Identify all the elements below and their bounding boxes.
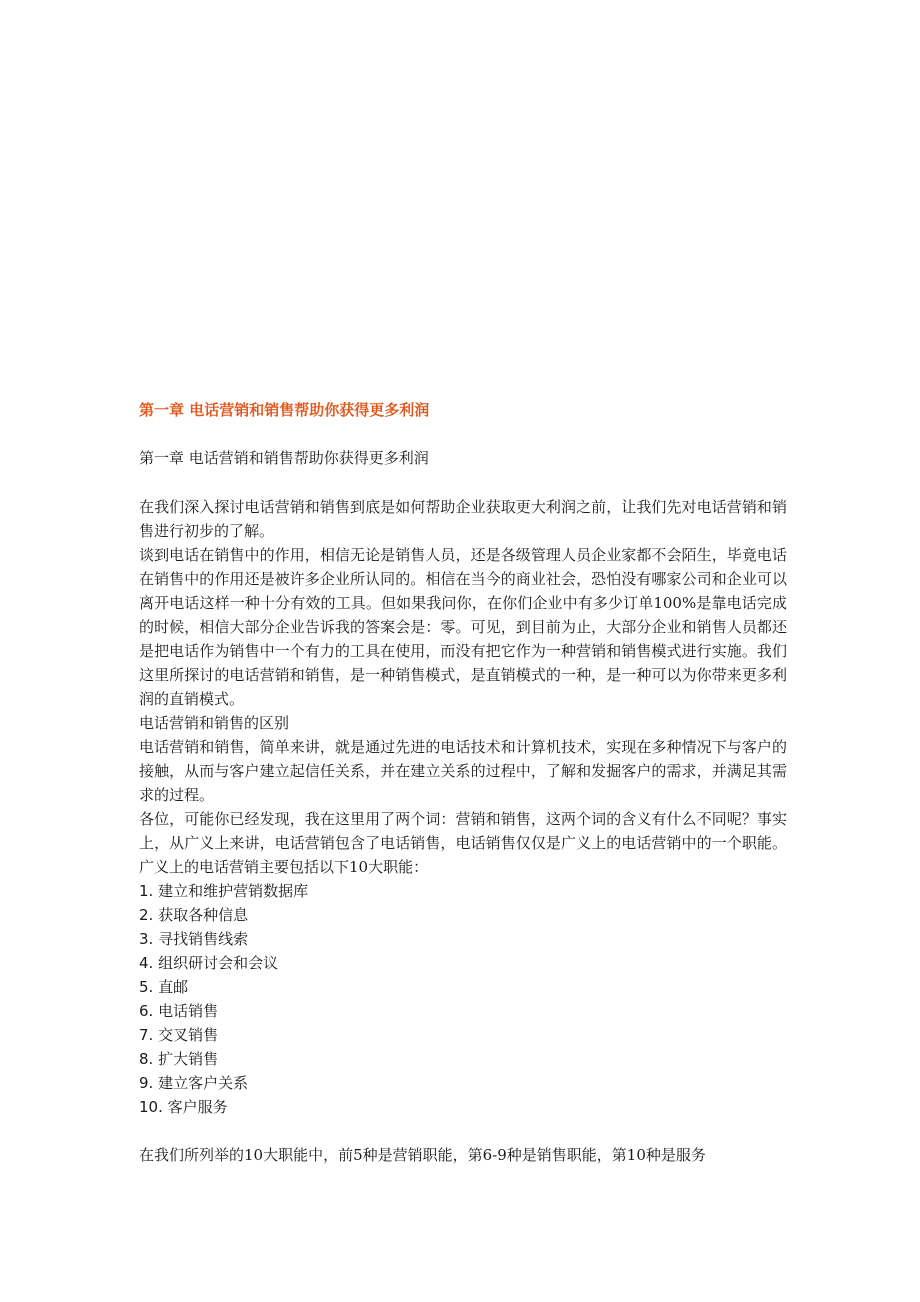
list-item: 7. 交叉销售 [139, 1026, 219, 1044]
section-subheading: 电话营销和销售的区别 [139, 714, 290, 732]
list-item: 10. 客户服务 [139, 1098, 228, 1116]
list-item: 3. 寻找销售线索 [139, 930, 249, 948]
body-text [139, 495, 787, 1119]
paragraph-intro: 在我们深入探讨电话营销和销售到底是如何帮助企业获取更大利润之前，让我们先对电话营销和销售进行初步的了解。 [139, 498, 787, 540]
functions-list [139, 879, 787, 1119]
list-item: 9. 建立客户关系 [139, 1074, 249, 1092]
document-content [139, 398, 787, 1182]
closing-line: 在我们所列举的10大职能中，前5种是营销职能，第6-9种是销售职能，第10种是服务 [139, 1146, 706, 1164]
chapter-title-plain: 第一章 电话营销和销售帮助你获得更多利润 [139, 449, 429, 467]
list-item: 4. 组织研讨会和会议 [139, 954, 279, 972]
list-item: 5. 直邮 [139, 978, 189, 996]
list-item: 8. 扩大销售 [139, 1050, 219, 1068]
paragraph-definition: 电话营销和销售，简单来讲，就是通过先进的电话技术和计算机技术，实现在多种情况下与客户的接触，从而与客户建立起信任关系，并在建立关系的过程中，了解和发掘客户的需求，并满足其需求的过程。 [139, 738, 787, 804]
list-item: 6. 电话销售 [139, 1002, 219, 1020]
paragraph-phone-role: 谈到电话在销售中的作用，相信无论是销售人员，还是各级管理人员企业家都不会陌生，毕竟电话在销售中的作用还是被许多企业所认同的。相信在当今的商业社会，恐怕没有哪家公司和企业可以离开电话这样一种十分有效的工具。但如果我问你，在你们企业中有多少订单100%是靠电话完成的时候，相信大部分企业告诉我的答案会是：零。可见，到目前为止，大部分企业和销售人员都还是把电话作为销售中一个有力的工具在使用，而没有把它作为一种营销和销售模式进行实施。我们这里所探讨的电话营销和销售，是一种销售模式，是直销模式的一种，是一种可以为你带来更多利润的直销模式。 [139, 546, 787, 708]
list-item: 1. 建立和维护营销数据库 [139, 882, 309, 900]
chapter-title-highlight: 第一章 电话营销和销售帮助你获得更多利润 [139, 401, 430, 419]
paragraph-marketing-vs-sales: 各位，可能你已经发现，我在这里用了两个词：营销和销售，这两个词的含义有什么不同呢？事实上，从广义上来讲，电话营销包含了电话销售，电话销售仅仅是广义上的电话营销中的一个职能。广义上的电话营销主要包括以下10大职能： [139, 810, 787, 876]
list-item: 2. 获取各种信息 [139, 906, 249, 924]
